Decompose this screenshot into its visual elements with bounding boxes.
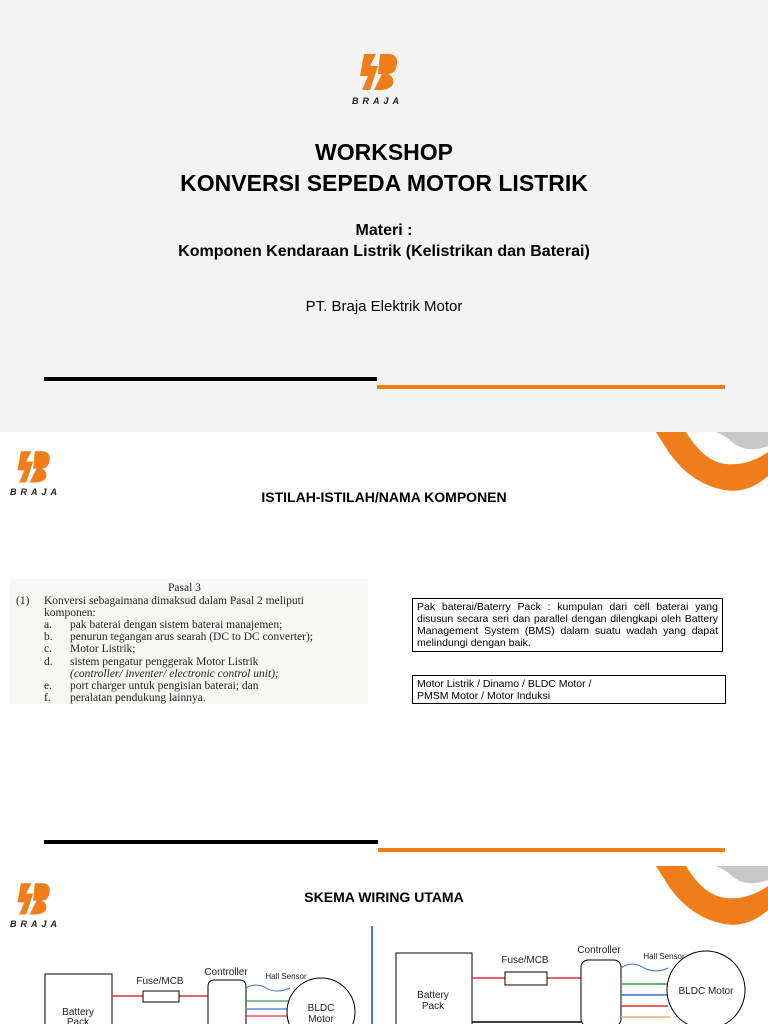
divider-black [44, 377, 377, 381]
list-letter: f. [44, 692, 51, 704]
wiring-diagram-right [374, 864, 768, 1024]
brand-wordmark: BRAJA [10, 919, 62, 929]
slide-header: SKEMA WIRING UTAMA [304, 889, 464, 905]
panel-divider [371, 926, 373, 1024]
list-item: Motor Listrik; [70, 643, 136, 655]
list-item: penurun tegangan arus searah (DC to DC converter); [70, 631, 314, 643]
slide-title-line2: KONVERSI SEPEDA MOTOR LISTRIK [180, 170, 588, 196]
wiring-slide [0, 864, 768, 1024]
battery-pack-block [396, 953, 472, 1024]
fuse-label: Fuse/MCB [136, 976, 184, 987]
item-text: Konversi sebagaimana dimaksud dalam Pasal 2 meliputi [44, 595, 304, 607]
hall-sensor-wire [246, 985, 290, 991]
controller-block [581, 960, 621, 1024]
motor-label: BLDC Motor [678, 986, 734, 997]
materi-label: Materi : [355, 222, 413, 239]
fuse-block [143, 991, 179, 1002]
list-letter: e. [44, 680, 52, 692]
fuse-block [505, 972, 547, 985]
battery-label-1: Battery [62, 1007, 94, 1018]
title-slide [0, 0, 768, 432]
divider-black [44, 840, 378, 844]
slide-header: ISTILAH-ISTILAH/NAMA KOMPONEN [261, 489, 507, 505]
wiring-diagram-left [0, 864, 370, 1024]
braja-logo-icon [14, 447, 54, 485]
controller-label: Controller [204, 967, 248, 978]
fuse-label: Fuse/MCB [501, 955, 549, 966]
battery-label-2: Pack [66, 1017, 90, 1024]
motor-label-2: Motor [308, 1014, 334, 1024]
hall-sensor-label: Hall Sensor [265, 972, 307, 981]
company-name: PT. Braja Elektrik Motor [305, 298, 463, 315]
list-letter: c. [44, 643, 52, 655]
controller-block [208, 980, 246, 1024]
battery-pack-definition-box: Pak baterai/Baterry Pack : kumpulan dari cell baterai yang disusun secara seri dan parallel dengan dilengkapi oleh Battery Management System (BMS) dalam suatu wadah yang dapat melindungi dengan baik. [412, 598, 723, 652]
components-slide [0, 432, 768, 864]
list-item: peralatan pendukung lainnya. [70, 692, 206, 704]
controller-label: Controller [577, 945, 621, 956]
hall-sensor-wire [621, 964, 668, 971]
materi-text: Komponen Kendaraan Listrik (Kelistrikan dan Baterai) [178, 243, 590, 260]
brand-wordmark: BRAJA [352, 96, 404, 106]
divider-orange [377, 385, 725, 389]
item-number: (1) [16, 595, 30, 607]
list-item: port charger untuk pengisian baterai; dan [70, 680, 259, 692]
list-item: pak baterai dengan sistem baterai manajemen; [70, 619, 283, 631]
divider-orange [378, 848, 725, 852]
braja-logo-icon [356, 50, 402, 92]
list-letter: d. [44, 656, 53, 668]
list-item: (controller/ inventer/ electronic control unit); [70, 668, 279, 680]
pasal-title: Pasal 3 [168, 582, 201, 594]
motor-definition-box [412, 675, 726, 704]
list-letter: b. [44, 631, 53, 643]
motor-definition-line2: PMSM Motor / Motor Induksi [417, 690, 551, 702]
motor-definition-line1: Motor Listrik / Dinamo / BLDC Motor / [417, 678, 592, 690]
list-letter: a. [44, 619, 52, 631]
list-item: sistem pengatur penggerak Motor Listrik [70, 656, 259, 668]
slide-title-line1: WORKSHOP [315, 139, 453, 165]
regulation-excerpt [10, 579, 368, 704]
corner-wave-decoration [656, 432, 768, 496]
item-text-cont: komponen: [44, 607, 96, 619]
battery-label-1: Battery [417, 990, 449, 1001]
battery-label-2: Pack [421, 1001, 445, 1012]
hall-sensor-label: Hall Sensor [643, 952, 685, 961]
brand-wordmark: BRAJA [10, 487, 62, 497]
motor-label-1: BLDC [307, 1003, 335, 1014]
